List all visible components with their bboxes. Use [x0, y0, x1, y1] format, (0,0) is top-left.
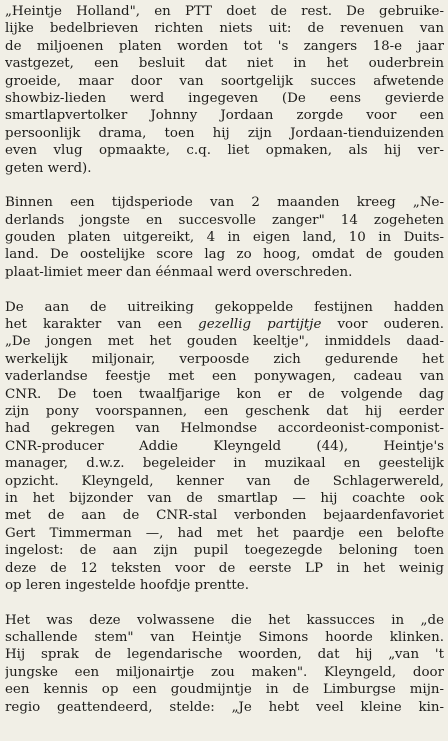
text-line: CNR. De toen twaalfjarige kon er de volgende dag [5, 386, 444, 402]
text-line: deze de 12 teksten voor de eerste LP in het weinig [5, 560, 444, 576]
text-line: opzicht. Kleyngeld, kenner van de Schlagerwereld, [5, 473, 444, 489]
paragraph-gap [5, 177, 444, 194]
text-line: lijke bedelbrieven richten niets uit: de revenuen van [5, 21, 444, 37]
text-line: gouden platen uitgereikt, 4 in eigen land, 10 in Duits- [5, 230, 444, 246]
text-line: showbiz-lieden werd ingegeven (De eens gevierde [5, 90, 444, 106]
text-line: Het was deze volwassene die het kassucces in „de [5, 612, 444, 628]
text-line: geten werd). [5, 160, 92, 176]
text-column [5, 3, 444, 716]
text-line: groeide, maar door van soortgelijk succes afwetende [5, 73, 444, 89]
paragraph [5, 194, 444, 281]
text-line: land. De oostelijke score lag zo hoog, omdat de gouden [5, 247, 444, 263]
text-line: de miljoenen platen worden tot 's zangers 18-e jaar [5, 38, 444, 54]
paragraph [5, 612, 444, 716]
text-line: manager, d.w.z. begeleider in muzikaal en geestelijk [5, 456, 444, 472]
text-line: Binnen een tijdsperiode van 2 maanden kreeg „Ne- [5, 195, 444, 211]
text-line: „Heintje Holland", en PTT doet de rest. De gebruike- [5, 4, 444, 19]
text-line: persoonlijk drama, toen hij zijn Jordaan-tienduizenden [5, 125, 444, 141]
paragraph-gap [5, 281, 444, 298]
text-line: De aan de uitreiking gekoppelde festijnen hadden [5, 299, 444, 315]
text-line: even vlug opmaakte, c.q. liet opmaken, als hij ver- [5, 143, 444, 159]
text-line: in het bijzonder van de smartlap — hij coachte ook [5, 490, 444, 506]
text-line: jungske een miljonairtje zou maken". Kleyngeld, door [5, 664, 444, 680]
text-line: regio geattendeerd, stelde: „Je hebt veel kleine kin- [5, 699, 444, 715]
text-line: het karakter van een gezellig partijtje voor ouderen. [5, 317, 444, 333]
text-line: „De jongen met het gouden keeltje", inmiddels daad- [5, 334, 444, 350]
paragraph [5, 3, 444, 177]
text-line: zijn pony voorspannen, een geschenk dat hij eerder [5, 403, 444, 419]
text-line: Hij sprak de legendarische woorden, dat hij „van 't [5, 647, 444, 663]
text-line: schallende stem" van Heintje Simons hoorde klinken. [5, 630, 444, 646]
italic-phrase: gezellig partijtje [198, 317, 322, 333]
text-line: derlands jongste en succesvolle zanger" 14 zogeheten [5, 212, 444, 228]
text-line: op leren ingestelde hoofdje prentte. [5, 577, 249, 593]
text-line: werkelijk miljonair, verpoosde zich gedurende het [5, 351, 444, 367]
text-line: ingelost: de aan zijn pupil toegezegde beloning toen [5, 543, 444, 559]
text-line: met de aan de CNR-stal verbonden bejaardenfavoriet [5, 508, 444, 524]
text-line: CNR-producer Addie Kleyngeld (44), Heintje's [5, 438, 444, 454]
text-line: smartlapvertolker Johnny Jordaan zorgde voor een [5, 108, 444, 124]
text-line: vaderlandse feestje met een ponywagen, cadeau van [5, 369, 444, 385]
text-line: een kennis op een goudmijntje in de Limburgse mijn- [5, 682, 444, 698]
text-line: Gert Timmerman —, had met het paardje een belofte [5, 525, 444, 541]
paragraph-gap [5, 594, 444, 611]
text-line: plaat-limiet meer dan éénmaal werd overschreden. [5, 264, 353, 280]
paragraph [5, 299, 444, 595]
text-line: vastgezet, een besluit dat niet in het ouderbrein [5, 56, 444, 72]
text-line: had gekregen van Helmondse accordeonist-componist- [5, 421, 444, 437]
